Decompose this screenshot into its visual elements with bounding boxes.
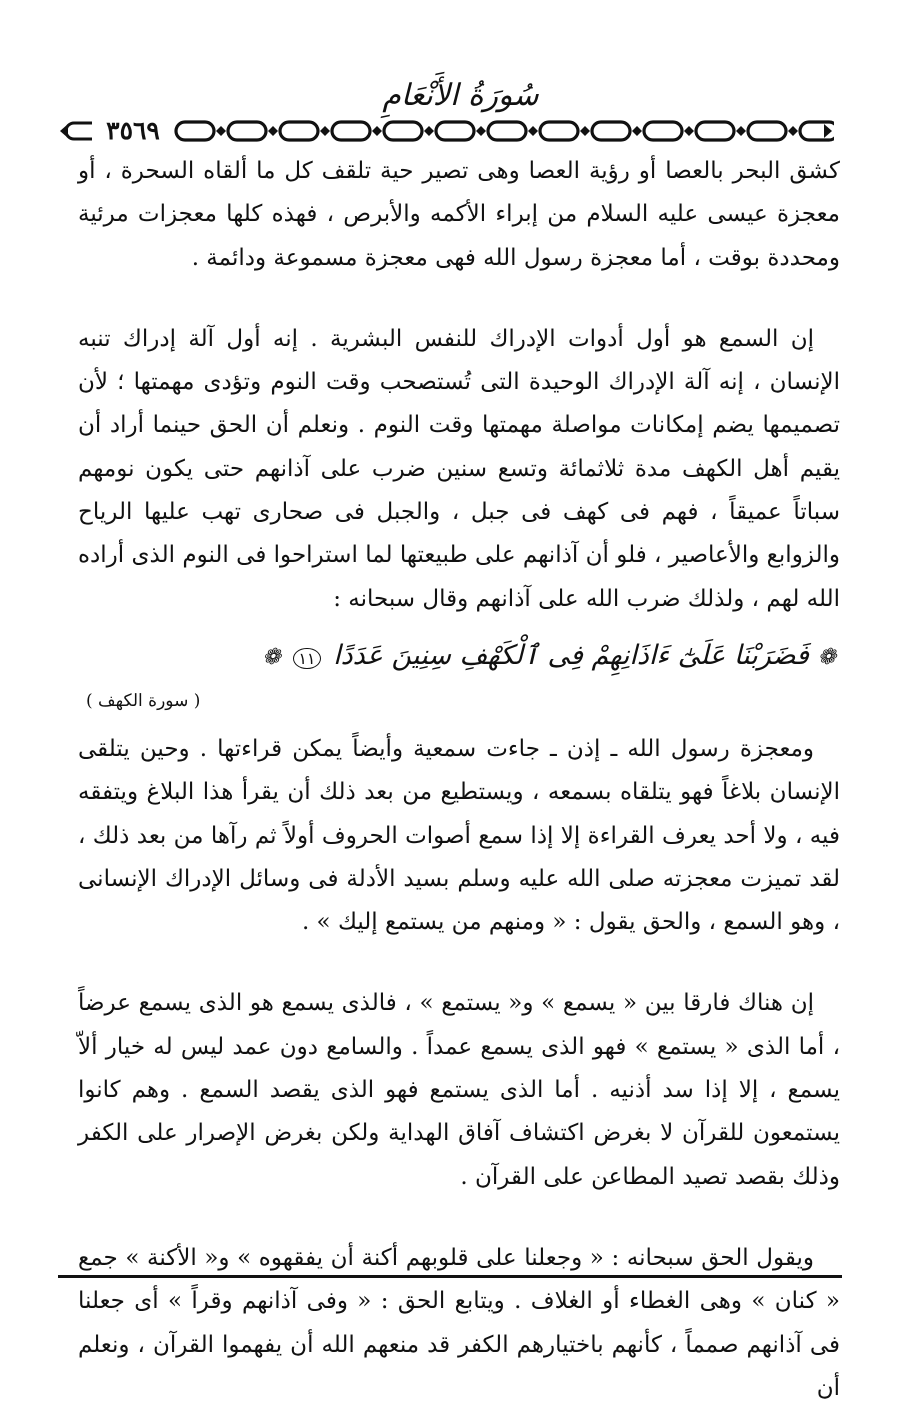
ornament-link (332, 122, 370, 140)
ornament-link (488, 122, 526, 140)
paragraph-2: إن السمع هو أول أدوات الإدراك للنفس البشرية . إنه أول آلة إدراك تنبه الإنسان ، إنه آلة الإدراك الوحيدة التى تُستصحب وقت النوم وتؤدى مهمتها ؛ لأن تصميمها يضم إمكانات مواصلة مهمتها وقت النوم . ونعلم أن الحق حينما أراد أن يقيم أهل الكهف مدة ثلاثمائة وتسع سنين ضرب على آذانهم حتى يكون نومهم سباتاً عميقاً ، فهم فى كهف فى جبل ، والجبل فى صحارى تهب عليها الرياح والزوابع والأعاصير ، فلو أن آذانهم على طبيعتها لما استراحوا فى النوم الذى أراده الله لهم ، ولذلك ضرب الله على آذانهم وقال سبحانه : (78, 325, 840, 612)
ornament-link (632, 126, 642, 136)
ornament-link (268, 126, 278, 136)
page-body (78, 150, 840, 1410)
ornament-link (592, 122, 630, 140)
chain-ornament (58, 114, 834, 148)
verse-text: فَضَرَبْنَا عَلَىٰٓ ءَاذَانِهِمْ فِى ٱلْكَهْفِ سِنِينَ عَدَدًا (333, 639, 809, 671)
ornament-link (696, 122, 734, 140)
ornament-link (684, 126, 694, 136)
verse-source: ( سورة الكهف ) (86, 690, 201, 711)
ornament-link (824, 124, 832, 138)
page-number: ٣٥٦٩ (92, 114, 174, 148)
paragraph-gap (78, 280, 840, 318)
footer-rule (58, 1275, 842, 1278)
ornament-link (580, 126, 590, 136)
paragraph-gap (78, 1199, 840, 1237)
ayah-number-marker: ١١ (293, 648, 320, 669)
ornament-link (216, 126, 226, 136)
ornament-link (372, 126, 382, 136)
ornament-link (280, 122, 318, 140)
ornament-link (528, 126, 538, 136)
ornament-link (476, 126, 486, 136)
paragraph-5: ويقول الحق سبحانه : « وجعلنا على قلوبهم أكنة أن يفقهوه » و« الأكنة » جمع « كنان » وهى الغطاء أو الغلاف . ويتابع الحق : « وفى آذانهم وقراً » أى جعلنا فى آذانهم صمماً ، كأنهم باختيارهم الكفر قد منعهم الله أن يفهموا القرآن ، ونعلم أن (78, 1244, 840, 1401)
ornament-link (788, 126, 798, 136)
quran-verse (78, 629, 840, 686)
ornament-link (384, 122, 422, 140)
paragraph-3: ومعجزة رسول الله ـ إذن ـ جاءت سمعية وأيضاً يمكن قراءتها . وحين يتلقى الإنسان بلاغاً فهو يتلقاه بسمعه ، ويستطيع من بعد ذلك أن يقرأ هذا البلاغ ويتفقه فيه ، ولا أحد يعرف القراءة إلا إذا سمع أصوات الحروف أولاً ثم رآها من بعد ذلك ، لقد تميزت معجزته صلى الله عليه وسلم بسيد الأدلة فى وسائل الإدراك الإنسانى ، وهو السمع ، والحق يقول : « ومنهم من يستمع إليك » . (78, 735, 840, 936)
paragraph-4: إن هناك فارقا بين « يسمع » و« يستمع » ، فالذى يسمع هو الذى يسمع عرضاً ، أما الذى « يستمع » فهو الذى يسمع عمداً . والسامع دون عمد ليس له خيار ألاّ يسمع ، إلا إذا سد أذنيه . أما الذى يستمع فهو الذى يقصد السمع . وهم كانوا يستمعون للقرآن لا بغرض اكتشاف آفاق الهداية ولكن بغرض الإصرار على الكفر وذلك بقصد تصيد المطاعن على القرآن . (78, 990, 840, 1190)
ornament-link (176, 122, 214, 140)
ornament-link (748, 122, 786, 140)
ornament-link (644, 122, 682, 140)
paragraph-gap (78, 716, 840, 728)
ornament-link (424, 126, 434, 136)
paragraph-gap (78, 944, 840, 982)
header-ornament-border (58, 114, 834, 148)
paragraph-1: كشق البحر بالعصا أو رؤية العصا وهى تصير حية تلقف كل ما ألقاه السحرة ، أو معجزة عيسى عليه السلام من إبراء الأكمه والأبرص ، فهذه كلها معجزات مرئية ومحددة بوقت ، أما معجزة رسول الله فهى معجزة مسموعة ودائمة . (78, 158, 840, 271)
ornament-link (228, 122, 266, 140)
ornament-link (320, 126, 330, 136)
surah-title: سُورَةُ الأَنْعَامِ (382, 78, 539, 113)
ornament-link (736, 126, 746, 136)
ornament-link (436, 122, 474, 140)
verse-close-ornament: ❁ (262, 644, 281, 670)
ornament-link (540, 122, 578, 140)
verse-open-ornament: ❁ (817, 644, 836, 670)
